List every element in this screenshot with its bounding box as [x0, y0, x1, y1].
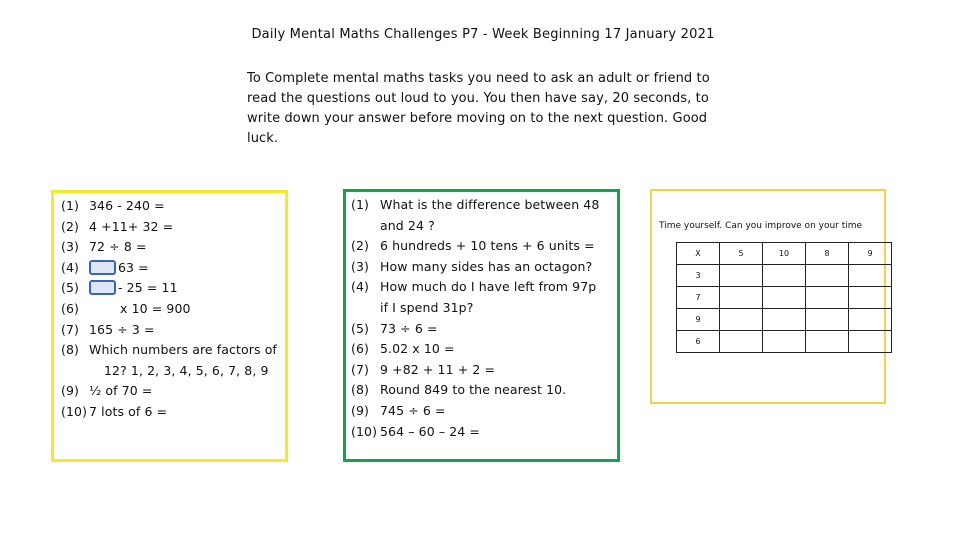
grid-cell	[720, 331, 763, 353]
grid-cell	[849, 265, 892, 287]
grid-header-cell: 9	[849, 243, 892, 265]
answer-blank	[89, 260, 116, 275]
grid-cell	[849, 287, 892, 309]
times-grid	[676, 242, 892, 353]
grid-cell	[763, 265, 806, 287]
grid-row-label: 6	[677, 331, 720, 353]
grid-cell	[806, 287, 849, 309]
grid-header-cell: 10	[763, 243, 806, 265]
grid-cell	[763, 331, 806, 353]
grid-row-label: 7	[677, 287, 720, 309]
grid-cell	[849, 331, 892, 353]
intro-text: To Complete mental maths tasks you need to ask an adult or friend to read the questions out loud to you. You then have say, 20 seconds, to write down your answer before moving on to the next question. Good luck.	[247, 71, 710, 146]
answer-blank	[89, 280, 116, 295]
timer-caption: Time yourself. Can you improve on your time	[659, 221, 863, 231]
grid-cell	[720, 309, 763, 331]
grid-row-label: 3	[677, 265, 720, 287]
grid-cell	[849, 309, 892, 331]
grid-cell	[763, 287, 806, 309]
grid-cell	[806, 309, 849, 331]
grid-cell	[720, 287, 763, 309]
grid-header-cell: X	[677, 243, 720, 265]
page-title: Daily Mental Maths Challenges P7 - Week Beginning 17 January 2021	[251, 27, 715, 42]
grid-row-label: 9	[677, 309, 720, 331]
grid-cell	[806, 331, 849, 353]
grid-header-cell: 5	[720, 243, 763, 265]
grid-cell	[720, 265, 763, 287]
grid-cell	[806, 265, 849, 287]
grid-header-cell: 8	[806, 243, 849, 265]
grid-cell	[763, 309, 806, 331]
